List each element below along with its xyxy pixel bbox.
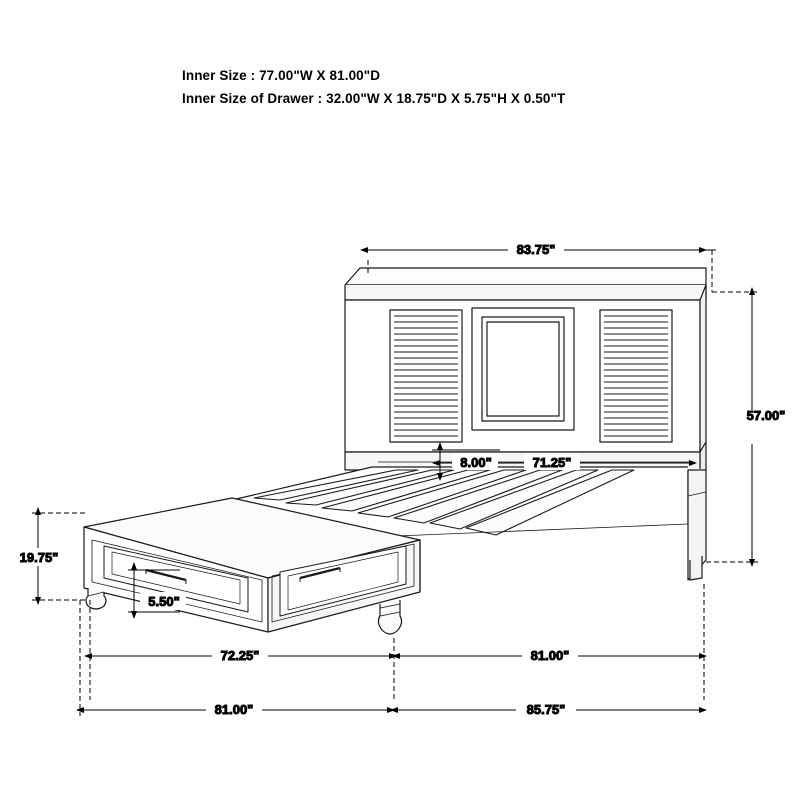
leg-rear-right bbox=[690, 556, 702, 580]
bed-illustration bbox=[84, 268, 706, 634]
dim-label-footboard-height: 19.75" bbox=[19, 550, 59, 565]
inner-size-note-line-1: Inner Size : 77.00"W X 81.00"D bbox=[182, 68, 381, 83]
headboard bbox=[345, 268, 706, 478]
dim-label-rail-offset: 8.00" bbox=[460, 455, 492, 470]
dim-label-headboard-height-top: 57.00" bbox=[746, 408, 786, 423]
dim-side-length bbox=[400, 584, 704, 700]
louver-right bbox=[604, 316, 668, 436]
dim-overall-length bbox=[398, 701, 700, 717]
leg-front-right bbox=[378, 600, 401, 634]
dim-label-drawer-height: 5.50" bbox=[148, 594, 180, 609]
dim-label-side-length: 81.00" bbox=[530, 648, 570, 663]
dim-label-footboard-width: 72.25" bbox=[220, 648, 260, 663]
dim-label-interior-width: 71.25" bbox=[532, 455, 572, 470]
dim-headboard-height bbox=[706, 292, 792, 562]
dim-label-overall-width: 81.00" bbox=[214, 702, 254, 717]
dim-label-headboard-width: 83.75" bbox=[516, 242, 556, 257]
inner-size-note-line-2: Inner Size of Drawer : 32.00"W X 18.75"D X 5.75"H X 0.50"T bbox=[182, 91, 566, 106]
dim-footboard-height bbox=[10, 513, 86, 600]
dim-label-overall-length: 85.75" bbox=[526, 702, 566, 717]
inner-size-notes bbox=[182, 64, 565, 110]
louver-left bbox=[394, 316, 458, 436]
